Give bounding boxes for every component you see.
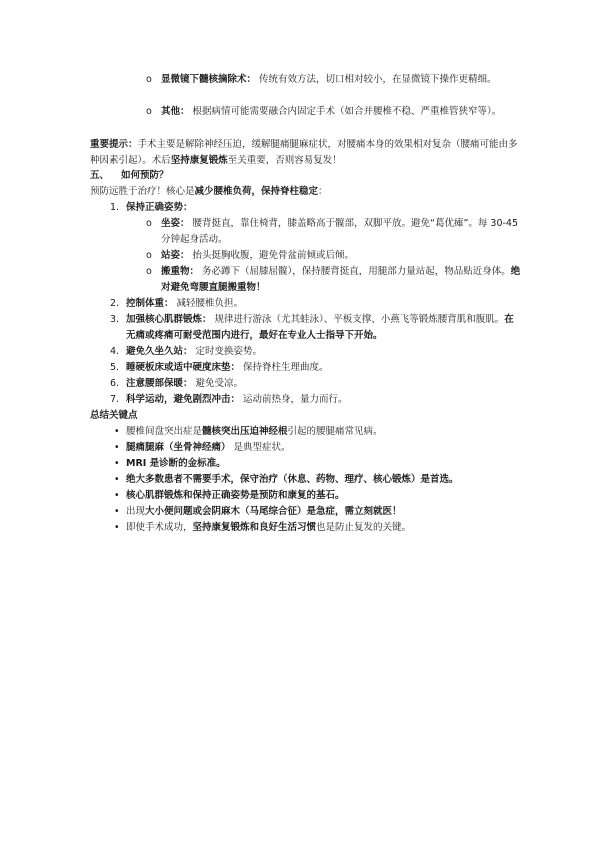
tip-text-end: 至关重要，否则容易复发！ [227,155,342,166]
item-text: 务必蹲下（屈膝屈髋），保持腰背挺直，用腿部力量站起，物品贴近身体。 [199,266,511,277]
bullet-marker: • [114,522,120,533]
intro-text: 预防远胜于治疗！核心是 [90,186,195,197]
prevention-item-warmth [126,376,243,392]
list-number: 2. [110,298,120,309]
posture-item-sitting [161,216,521,248]
summary-bold: 髓核突出压迫神经根 [202,426,288,437]
list-marker: o [146,218,152,229]
item-title: 站姿： [161,250,190,261]
summary-item [126,440,291,456]
prevention-item-exercise [126,392,348,408]
bullet-marker: • [114,474,120,485]
section-intro [90,184,328,200]
list-number: 1. [110,202,120,213]
item-title: 保持正确姿势： [126,202,193,213]
bullet-marker: • [114,458,120,469]
item-title: 加强核心肌群锻炼： [126,314,212,325]
tip-text: 手术主要是解除神经压迫，缓解腿痛腿麻症状，对腰痛本身的效果相对复杂（腰痛可能由多种因素引起）。术后 [90,139,518,166]
summary-item [126,472,459,488]
summary-bold: 核心肌群锻炼和保持正确姿势是预防和康复的基石。 [126,490,345,501]
summary-pre: 腰椎间盘突出症是 [126,426,203,437]
item-text: 根据病情可能需要融合内固定手术（如合并腰椎不稳、严重椎管狭窄等）。 [189,106,502,117]
prevention-item-bed [126,360,329,376]
prevention-item-weight [126,296,243,312]
item-text: 腰背挺直，靠住椅背，膝盖略高于髋部，双脚平放。避免“葛优瘫”。每 30-45 分钟起身活动。 [161,218,519,245]
summary-item [126,504,402,520]
summary-bold: 绝大多数患者不需要手术，保守治疗（休息、药物、理疗、核心锻炼）是首选。 [126,474,459,485]
item-title: 显微镜下髓核摘除术： [161,74,257,85]
item-text: 避免受凉。 [192,378,244,389]
summary-pre: 出现 [126,506,146,517]
summary-pre: 即使手术成功， [126,522,193,533]
prevention-item-posture [126,200,193,216]
prevention-item-core [126,312,516,344]
section-number: 五、 [90,170,110,181]
item-text: 传统有效方法，切口相对较小，在显微镜下操作更精细。 [256,74,497,85]
summary-post: 也是防止复发的关键。 [316,522,412,533]
posture-item-standing [161,248,521,264]
item-title: 睡硬板床或适中硬度床垫： [126,362,241,373]
item-bold: 在无痛或疼痛可耐受范围内进行，最好在专业人士指导下开始。 [126,314,514,341]
item-title: 其他： [161,106,190,117]
summary-post: 是典型症状。 [230,442,291,453]
summary-post: 引起的腰腿痛常见病。 [287,426,383,437]
summary-item [126,520,411,536]
item-title: 避免久坐久站： [126,346,193,357]
summary-heading: 总结关键点 [90,410,138,421]
summary-bold: 大小便问题或会阴麻木（马尾综合征）是急症，需立刻就医！ [145,506,402,517]
item-title: 控制体重： [126,298,174,309]
list-number: 3. [110,314,120,325]
posture-item-lifting [161,264,521,296]
intro-bold: 减少腰椎负荷，保持脊柱稳定 [194,186,319,197]
list-number: 7. [110,394,120,405]
summary-bold: 坚持康复锻炼和良好生活习惯 [192,522,317,533]
section-heading [90,168,169,184]
summary-bold: 腿痛腿麻（坐骨神经痛） [126,442,231,453]
item-bold: 绝对避免弯腰直腿搬重物！ [161,266,521,293]
list-number: 5. [110,362,120,373]
item-text: 运动前热身，量力而行。 [240,394,348,405]
list-marker: o [146,106,152,117]
item-title: 注意腰部保暖： [126,378,193,389]
important-tip [90,137,518,169]
summary-item [126,488,345,504]
item-text: 减轻腰椎负担。 [173,298,244,309]
summary-item [126,424,383,440]
bullet-marker: • [114,490,120,501]
intro-end: ： [318,186,328,197]
bullet-marker: • [114,442,120,453]
list-marker: o [146,266,152,277]
list-item-microscope-surgery [161,72,513,88]
item-title: 搬重物： [161,266,200,277]
item-text: 定时变换姿势。 [192,346,263,357]
item-text: 抬头挺胸收腹，避免骨盆前倾或后倾。 [189,250,355,261]
list-marker: o [146,74,152,85]
item-text: 保持脊柱生理曲度。 [240,362,329,373]
bullet-marker: • [114,506,120,517]
list-number: 4. [110,346,120,357]
item-title: 坐姿： [161,218,190,229]
list-item-other-surgery [161,104,513,120]
tip-bold: 坚持康复锻炼 [170,155,228,166]
item-title: 科学运动，避免剧烈冲击： [126,394,241,405]
item-text: 规律进行游泳（尤其蛙泳）、平板支撑、小燕飞等锻炼腰背肌和腹肌。 [211,314,505,325]
bullet-marker: • [114,426,120,437]
section-title: 如何预防？ [121,170,169,181]
list-marker: o [146,250,152,261]
tip-label: 重要提示： [90,139,138,150]
summary-item [126,456,226,472]
summary-bold: MRI 是诊断的金标准。 [126,458,226,469]
prevention-item-sitting [126,344,262,360]
list-number: 6. [110,378,120,389]
